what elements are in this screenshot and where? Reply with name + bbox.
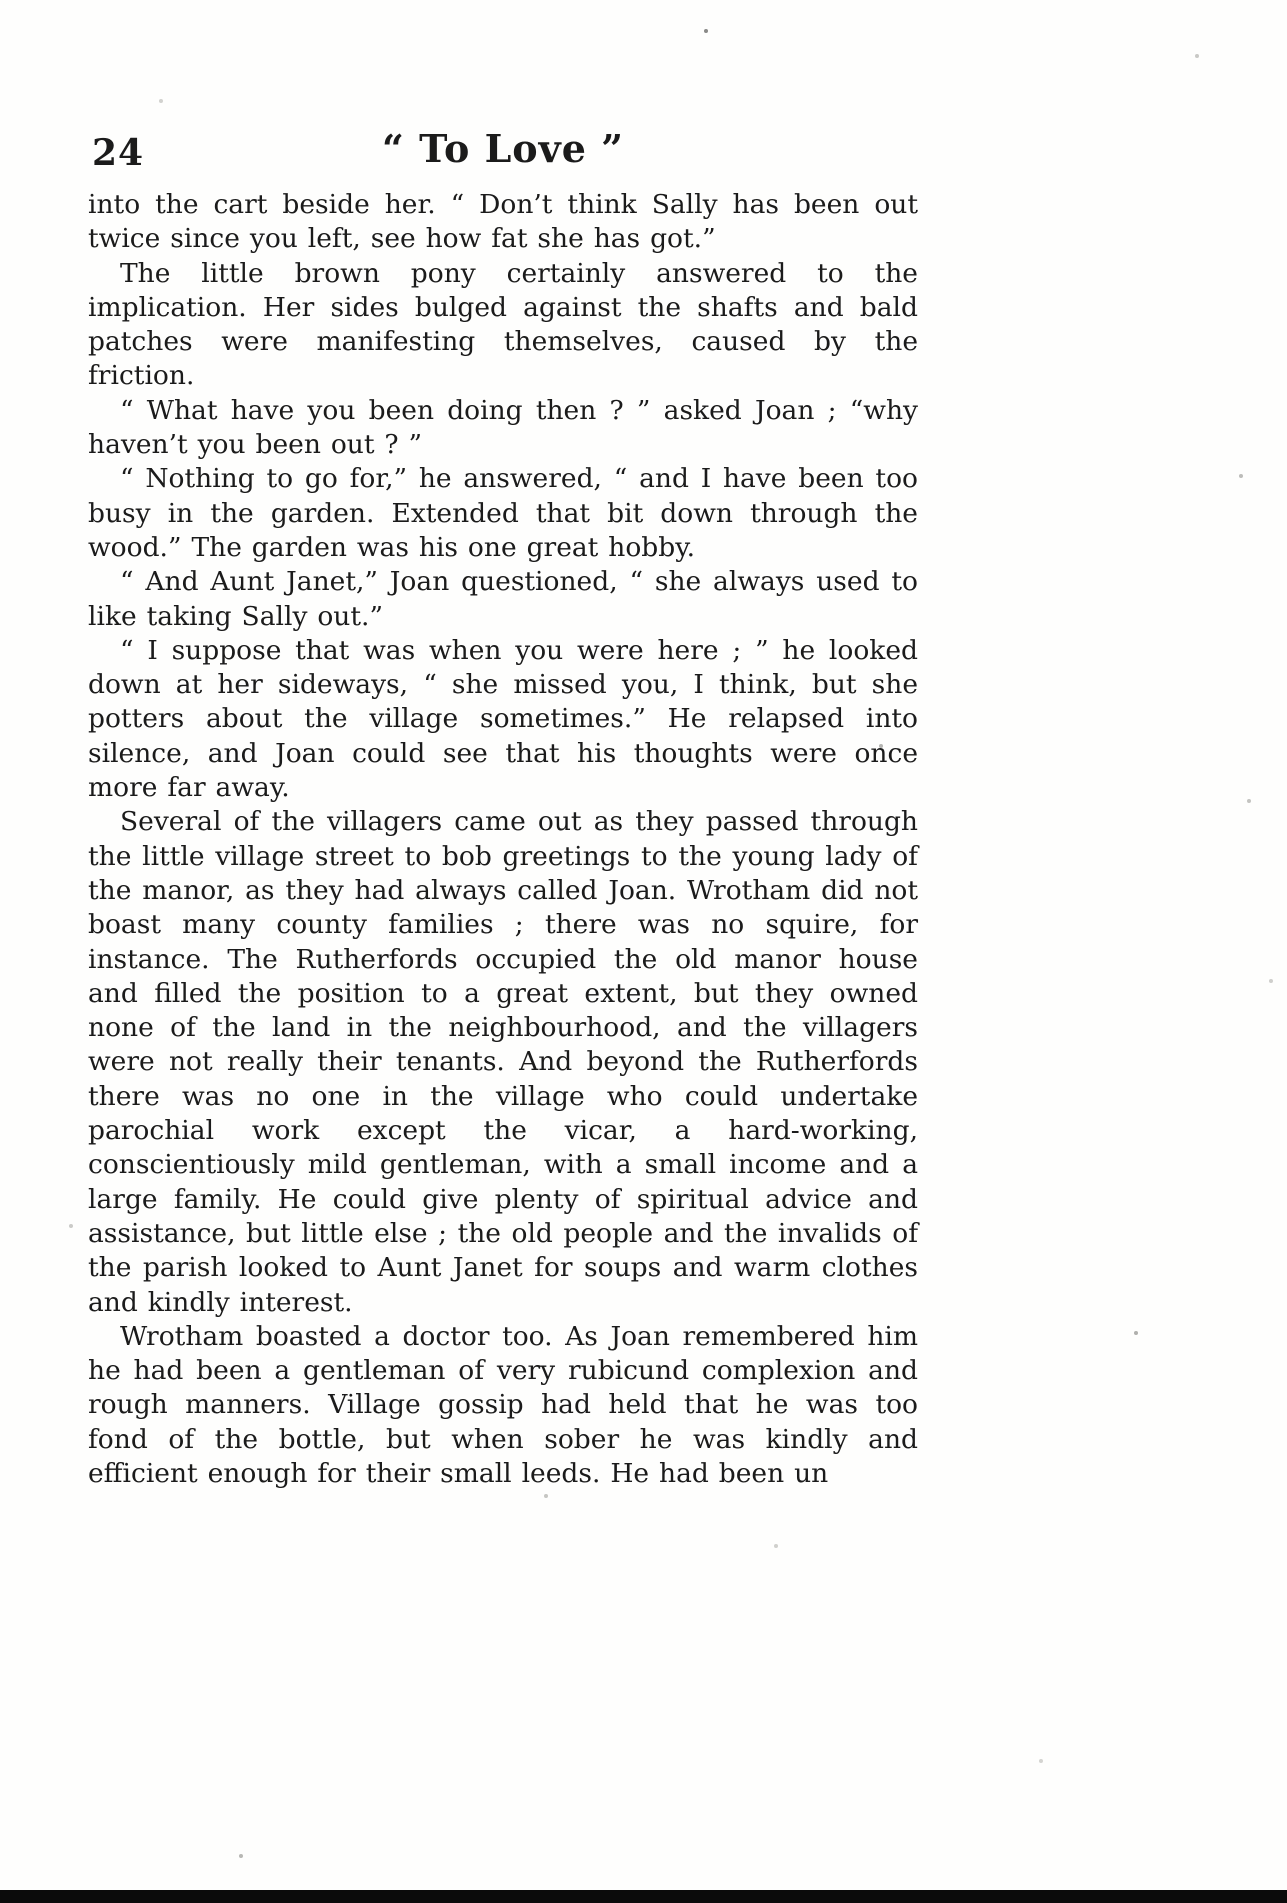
body-paragraph: into the cart beside her. “ Don’t think Sally has been out twice since you left, see how fat she has got.” (88, 189, 918, 255)
body-paragraph: Several of the villagers came out as they passed through the little village street to bob greetings to the young lady of the manor, as they had always called Joan. Wrotham did not boast many county families ; there was no squire, for instance. The Rutherfords occupied the old manor house and filled the position to a great extent, but they owned none of the land in the neighbourhood, and the villagers were not really their tenants. And beyond the Rutherfords there was no one in the village who could undertake parochial work except the vicar, a hard-working, conscientiously mild gentleman, with a small income and a large family. He could give plenty of spiritual advice and assistance, but little else ; the old people and the invalids of the parish looked to Aunt Janet for soups and warm clothes and kindly interest. (88, 806, 918, 1318)
body-paragraph: Wrotham boasted a doctor too. As Joan remembered him he had been a gentleman of very rubicund complexion and rough manners. Village gossip had held that he was too fond of the bottle, but when sober he was kindly and efficient enough for their small leeds. He had been un (88, 1320, 918, 1489)
body-paragraph: “ What have you been doing then ? ” asked Joan ; “why haven’t you been out ? ” (88, 394, 918, 461)
body-paragraph: “ Nothing to go for,” he answered, “ and I have been too busy in the garden. Extended that bit down through the wood.” The garden was his one great hobby. (88, 463, 918, 563)
scan-speckles (0, 0, 2, 2)
body-paragraph: The little brown pony certainly answered to the implication. Her sides bulged against the shafts and bald patches were manifesting themselves, caused by the friction. (88, 257, 918, 392)
page-number: 24 (92, 132, 145, 174)
scan-edge-artifact (0, 1890, 1287, 1903)
page-title: “ To Love ” (382, 126, 624, 171)
body-paragraph: “ And Aunt Janet,” Joan questioned, “ she always used to like taking Sally out.” (88, 566, 918, 632)
page-body (88, 188, 918, 1491)
body-paragraph: “ I suppose that was when you were here ; ” he looked down at her sideways, “ she missed you, I think, but she potters about the village sometimes.” He relapsed into silence, and Joan could see that his thoughts were once more far away. (88, 634, 918, 804)
page-header (88, 126, 918, 178)
